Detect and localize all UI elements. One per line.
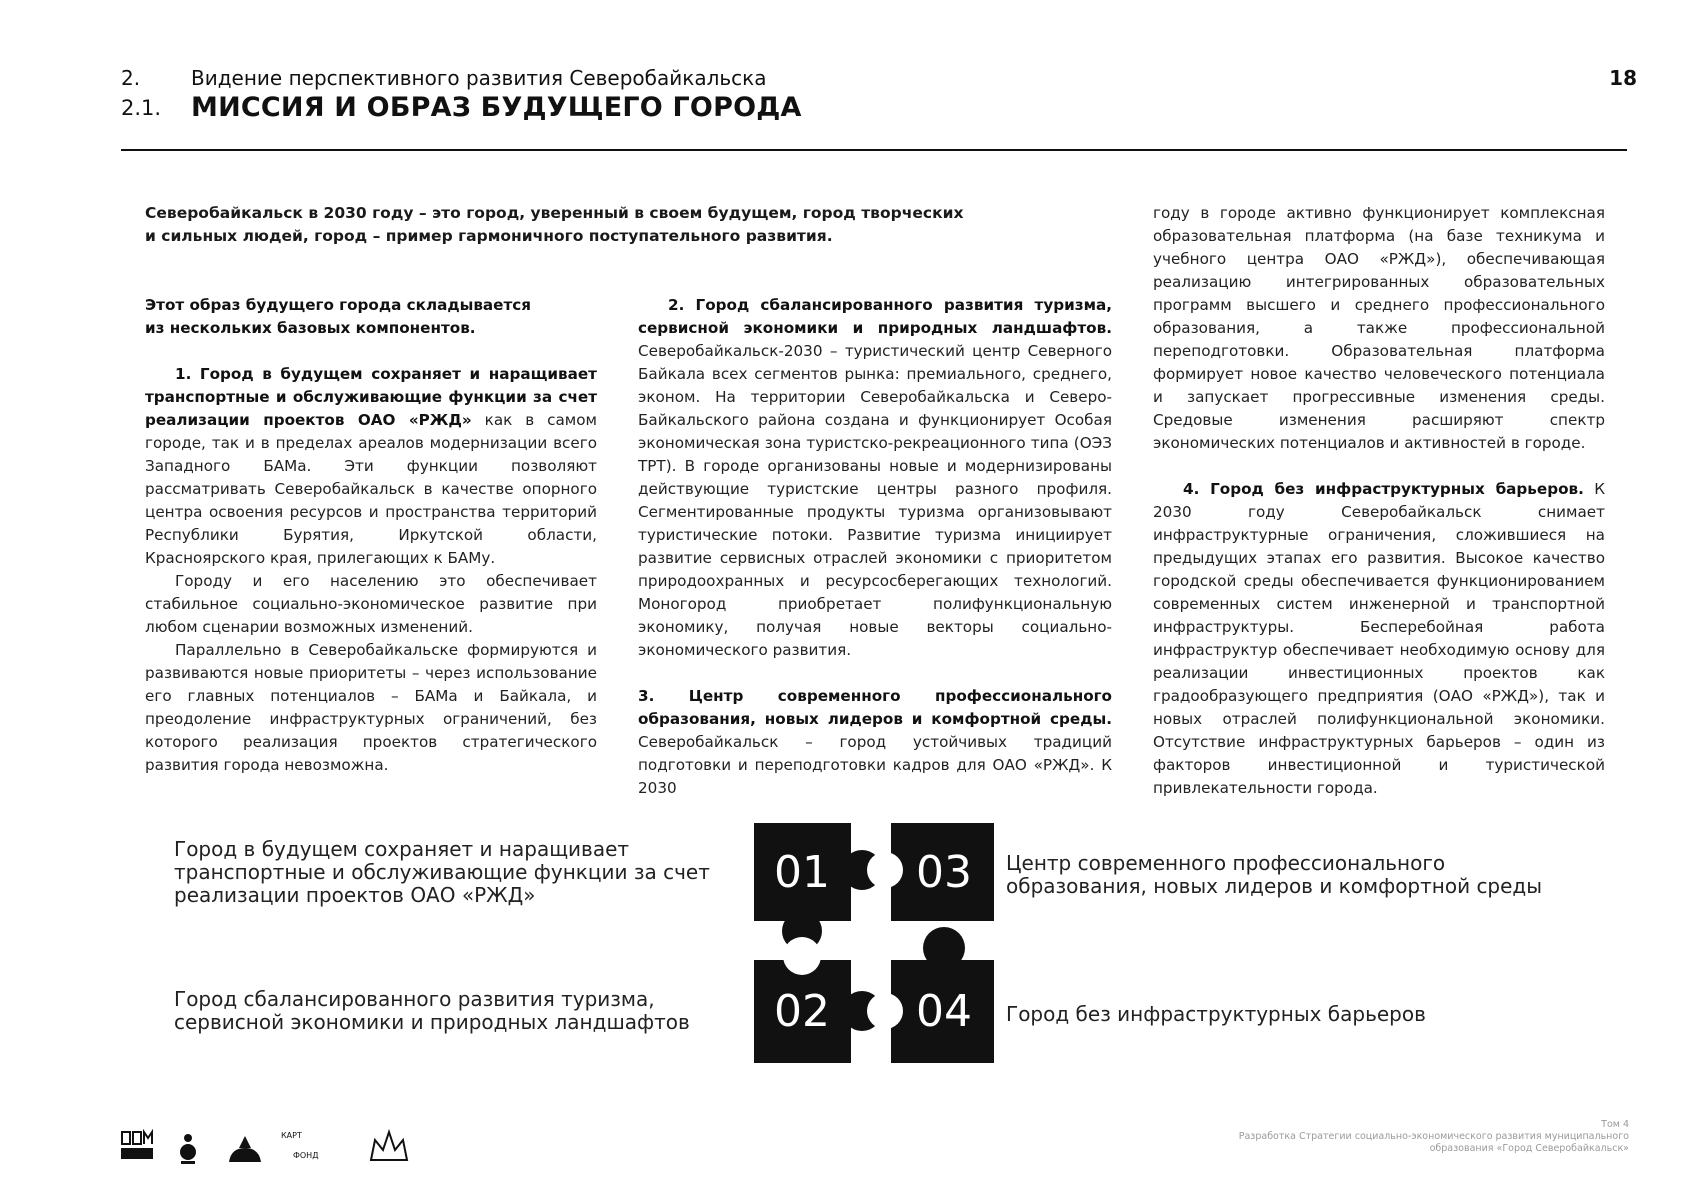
component-3-paragraph [638,685,1112,800]
footer-line-3: образования «Город Северобайкальск» [1429,1143,1629,1154]
component-4-text: К 2030 году Северобайкальск снимает инфраструктурные ограничения, сложившиеся на предыдущих этапах его развития. Высокое качество городской среды обеспечивается функционированием современных систем инженерной и транспортной инфраструктуры. Бесперебойная работа инфраструктур обеспечивает необходимую основу для реализации инвестиционных проектов как градообразующего предприятия (ОАО «РЖД»), так и новых отраслей полифункциональной экономики. Отсутствие инфраструктурных барьеров – один из факторов инвестиционной и туристической привлекательности города. [1153,480,1605,797]
puzzle-caption-02 [174,988,714,1034]
component-3-continued: году в городе активно функционирует комплексная образовательная платформа (на базе техникума и учебного центра ОАО «РЖД»), обеспечивающая реализацию интегрированных образовательных программ высшего и среднего профессионального образования, а также профессиональной переподготовки. Образовательная платформа формирует новое качество человеческого потенциала и запускает прогрессивные изменения среды. Средовые изменения расширяют спектр экономических потенциалов и активностей в городе. [1153,204,1605,452]
text-column-2 [638,294,1112,800]
oom-logo [122,1132,152,1158]
intro-line-1: Этот образ будущего города складывается [145,296,532,314]
section-number: 2.1. [121,96,162,120]
puzzle-socket-04-left [867,993,903,1029]
lead-line-2: и сильных людей, город – пример гармоничного поступательного развития. [145,227,833,245]
lead-statement [145,202,1005,248]
caption-02-line-2: сервисной экономики и природных ландшафтов [174,1010,690,1034]
puzzle-label-04: 04 [916,986,972,1037]
component-2-heading: 2. Город сбалансированного развития туризма, сервисной экономики и природных ландшафтов. [638,296,1112,337]
text-column-3 [1153,202,1605,800]
paragraph-priorities: Параллельно в Северобайкальске формируются и развиваются новые приоритеты – через использование его главных потенциалов – БАМа и Байкала, и преодоление инфраструктурных ограничений, без которого реализация проектов стратегического развития города невозможна. [145,641,597,774]
chapter-number: 2. [121,66,141,90]
caption-01-line-2: транспортные и обслуживающие функции за счет [174,860,710,884]
caption-04-line-1: Город без инфраструктурных барьеров [1006,1002,1426,1026]
puzzle-caption-03 [1006,852,1566,898]
puzzle-socket-03-left [867,852,903,888]
kartfond-logo-line-2: ФОНД [293,1151,319,1160]
puzzle-caption-04 [1006,1003,1566,1026]
intro-line-2: из нескольких базовых компонентов. [145,319,476,337]
puzzle-caption-01 [174,838,714,907]
section-title: МИССИЯ И ОБРАЗ БУДУЩЕГО ГОРОДА [191,92,802,123]
intro-paragraph [145,294,597,340]
crown-logo [371,1132,407,1160]
puzzle-socket-02-top [783,937,821,975]
component-3-text: Северобайкальск – город устойчивых традиций подготовки и переподготовки кадров для ОАО «РЖД». К 2030 [638,733,1112,797]
component-3-heading: 3. Центр современного профессионального образования, новых лидеров и комфортной среды. [638,687,1112,728]
chapter-title: Видение перспективного развития Северобайкальска [191,66,767,90]
puzzle-label-01: 01 [774,847,830,898]
caption-01-line-1: Город в будущем сохраняет и наращивает [174,837,630,861]
partner-logos [121,1126,421,1166]
text-column-1 [145,294,597,777]
lead-line-1: Северобайкальск в 2030 году – это город, уверенный в своем будущем, город творческих [145,204,964,222]
caption-02-line-1: Город сбалансированного развития туризма, [174,987,655,1011]
component-4-heading: 4. Город без инфраструктурных барьеров. [1183,480,1584,498]
component-2-text: Северобайкальск-2030 – туристический центр Северного Байкала всех сегментов рынка: премиального, среднего, эконом. На территории Северобайкальска и Северо-Байкальского района создана и функционирует Особая экономическая зона туристско-рекреационного типа (ОЭЗ ТРТ). В городе организованы новые и модернизированы действующие туристские центры разного профиля. Сегментированные продукты туризма организовывают туристические потоки. Развитие туризма инициирует развитие сервисных отраслей экономики с приоритетом природоохранных и ресурсосберегающих технологий. Моногород приобретает полифункциональную экономику, получая новые векторы социально-экономического развития. [638,342,1112,659]
paragraph-stability: Городу и его населению это обеспечивает стабильное социально-экономическое развитие при любом сценарии возможных изменений. [145,572,597,636]
caption-01-line-3: реализации проектов ОАО «РЖД» [174,883,536,907]
bird-logo [229,1136,261,1162]
component-2-paragraph [638,294,1112,662]
component-4-paragraph [1153,478,1605,800]
caption-03-line-1: Центр современного профессионального [1006,851,1446,875]
kartfond-logo [281,1131,318,1160]
component-1-heading: 1. Город в будущем сохраняет и наращивает транспортные и обслуживающие функции за счет реализации проектов ОАО «РЖД» [145,365,597,429]
header-divider [121,149,1627,151]
tatneft-logo [180,1134,196,1164]
puzzle-knob-04-top [923,927,965,969]
component-1-paragraph [145,363,597,570]
page-number: 18 [1609,66,1637,90]
component-1-text: как в самом городе, так и в пределах ареалов модернизации всего Западного БАМа. Эти функции позволяют рассматривать Северобайкальск в качестве опорного центра освоения ресурсов и пространства территорий Республики Бурятия, Иркутской области, Красноярского края, прилегающих к БАМу. [145,411,597,567]
puzzle-graphic [754,823,994,1063]
footer-line-1: Том 4 [1601,1119,1629,1130]
kartfond-logo-line-1: КАРТ [281,1131,302,1140]
footer-line-2: Разработка Стратегии социально-экономического развития муниципального [1238,1131,1629,1142]
footer-note [1209,1119,1629,1155]
puzzle-label-02: 02 [774,986,830,1037]
puzzle-label-03: 03 [916,847,972,898]
caption-03-line-2: образования, новых лидеров и комфортной среды [1006,874,1543,898]
